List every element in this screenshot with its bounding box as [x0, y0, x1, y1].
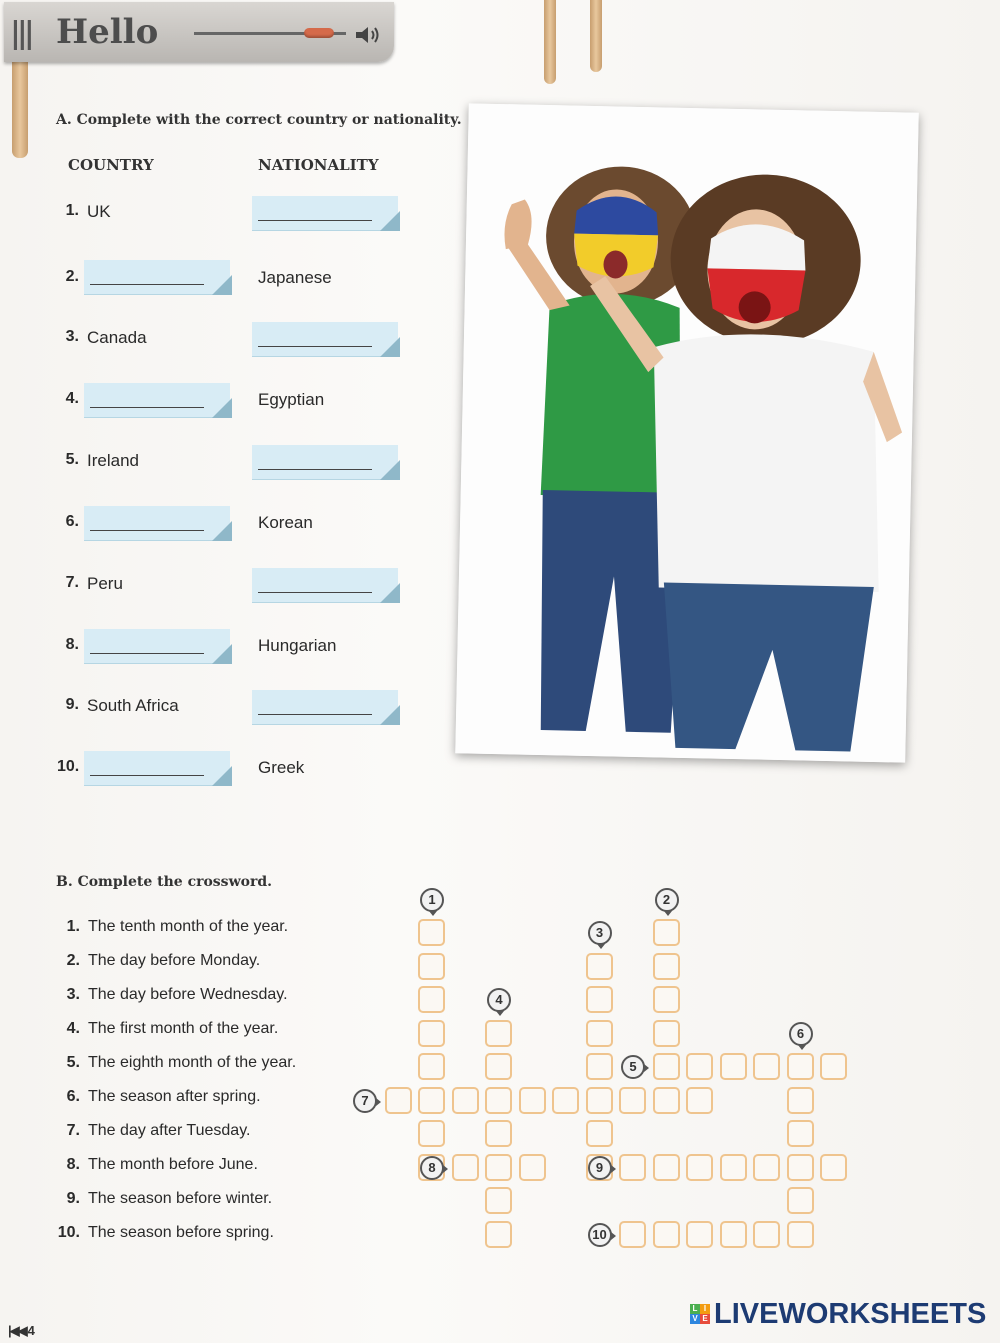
crossword-clue [0, 1020, 330, 1046]
row-number: 8. [65, 636, 79, 653]
exercise-row [0, 696, 440, 736]
section-b-instruction: B. Complete the crossword. [56, 874, 272, 890]
country-text: Ireland [87, 451, 139, 470]
country-text: Canada [87, 328, 147, 347]
crossword-cell[interactable] [720, 1053, 747, 1080]
crossword-cell[interactable] [653, 1154, 680, 1181]
crossword-cell[interactable] [418, 1053, 445, 1080]
clue-text: The tenth month of the year. [88, 918, 289, 935]
crossword-cell[interactable] [418, 919, 445, 946]
nationality-answer-field[interactable] [252, 690, 398, 725]
crossword-cell[interactable] [452, 1154, 479, 1181]
nationality-answer-field[interactable] [252, 445, 398, 480]
row-number: 2. [65, 268, 79, 285]
exercise-row [0, 758, 440, 798]
crossword-clue [0, 986, 330, 1012]
crossword-cell[interactable] [686, 1221, 713, 1248]
crossword-cell[interactable] [820, 1053, 847, 1080]
crossword-cell[interactable] [586, 953, 613, 980]
crossword-cell[interactable] [485, 1187, 512, 1214]
clue-text: The season before winter. [88, 1190, 273, 1207]
paint-drip-decoration [590, 0, 602, 72]
paint-drip-decoration [12, 60, 28, 158]
signal-bars-icon: ||| [10, 16, 31, 51]
page-title: Hello [56, 12, 159, 52]
exercise-row [0, 268, 440, 308]
crossword-clue [0, 1156, 330, 1182]
crossword-clue [0, 1190, 330, 1216]
clue-text: The day before Wednesday. [88, 986, 288, 1003]
crossword-cell[interactable] [619, 1087, 646, 1114]
crossword-cell[interactable] [686, 1154, 713, 1181]
clue-number: 5. [66, 1054, 80, 1071]
row-number: 10. [57, 758, 80, 775]
clue-number: 3. [66, 986, 80, 1003]
crossword-cell[interactable] [418, 986, 445, 1013]
crossword-cell[interactable] [485, 1154, 512, 1181]
country-column-header: COUNTRY [68, 156, 154, 174]
crossword-cell[interactable] [485, 1020, 512, 1047]
nationality-column-header: NATIONALITY [258, 156, 379, 174]
crossword-cell[interactable] [787, 1221, 814, 1248]
paint-drip-decoration [544, 0, 556, 84]
crossword-cell[interactable] [418, 1020, 445, 1047]
crossword-cell[interactable] [653, 1087, 680, 1114]
row-number: 5. [65, 451, 79, 468]
exercise-row [0, 202, 440, 242]
crossword-cell[interactable] [787, 1154, 814, 1181]
logo-text: LIVEWORKSHEETS [714, 1298, 987, 1330]
crossword-number-marker: 5 [621, 1055, 645, 1079]
clue-number: 4. [66, 1020, 80, 1037]
crossword-cell[interactable] [653, 919, 680, 946]
crossword-cell[interactable] [519, 1154, 546, 1181]
crossword-cell[interactable] [653, 986, 680, 1013]
clue-number: 10. [57, 1224, 80, 1241]
crossword-cell[interactable] [619, 1154, 646, 1181]
country-text: South Africa [87, 696, 179, 715]
crossword-cell[interactable] [753, 1154, 780, 1181]
page-number [8, 1323, 35, 1339]
crossword-cell[interactable] [485, 1053, 512, 1080]
crossword-cell[interactable] [753, 1053, 780, 1080]
section-a-instruction: A. Complete with the correct country or nationality. [56, 112, 462, 128]
speaker-icon[interactable] [354, 24, 382, 46]
exercise-row [0, 574, 440, 614]
crossword-clue [0, 1054, 330, 1080]
row-number: 1. [65, 202, 79, 219]
clue-text: The month before June. [88, 1156, 258, 1173]
crossword-number-marker: 9 [588, 1156, 612, 1180]
page-number-text: 4 [27, 1323, 35, 1338]
row-number: 9. [65, 696, 79, 713]
crossword-cell[interactable] [485, 1221, 512, 1248]
crossword-cell[interactable] [586, 1120, 613, 1147]
nationality-answer-field[interactable] [252, 196, 398, 231]
crossword-clue [0, 1224, 330, 1250]
clue-number: 1. [66, 918, 80, 935]
crossword-cell[interactable] [519, 1087, 546, 1114]
crossword-cell[interactable] [385, 1087, 412, 1114]
crossword-cell[interactable] [686, 1087, 713, 1114]
row-number: 7. [65, 574, 79, 591]
crossword-number-marker: 2 [655, 888, 679, 912]
fans-illustration [455, 103, 919, 762]
crossword-cell[interactable] [653, 1053, 680, 1080]
nationality-text: Korean [258, 513, 313, 532]
logo-tiles-icon [690, 1304, 710, 1324]
nationality-answer-field[interactable] [252, 568, 398, 603]
face-paint-fans-photo [455, 103, 919, 762]
crossword-number-marker: 4 [487, 988, 511, 1012]
exercise-row [0, 451, 440, 491]
audio-slider-knob[interactable] [304, 28, 334, 38]
row-number: 6. [65, 513, 79, 530]
crossword-clue [0, 918, 330, 944]
exercise-row [0, 328, 440, 368]
logo-tile: L [690, 1304, 700, 1314]
clue-number: 8. [66, 1156, 80, 1173]
clue-number: 2. [66, 952, 80, 969]
audio-header-bar [4, 2, 394, 62]
nationality-text: Japanese [258, 268, 332, 287]
crossword-cell[interactable] [753, 1221, 780, 1248]
crossword-clue [0, 1088, 330, 1114]
crossword-clue [0, 952, 330, 978]
crossword-cell[interactable] [720, 1154, 747, 1181]
clue-text: The season before spring. [88, 1224, 274, 1241]
crossword-cell[interactable] [686, 1053, 713, 1080]
country-answer-field[interactable] [84, 751, 230, 786]
nationality-text: Egyptian [258, 390, 325, 409]
crossword-cell[interactable] [586, 1020, 613, 1047]
crossword-cell[interactable] [720, 1221, 747, 1248]
clue-text: The day before Monday. [88, 952, 261, 969]
crossword-cell[interactable] [586, 1053, 613, 1080]
crossword-cell[interactable] [787, 1087, 814, 1114]
row-number: 3. [65, 328, 79, 345]
crossword-cell[interactable] [653, 953, 680, 980]
crossword-cell[interactable] [485, 1120, 512, 1147]
logo-tile: V [690, 1314, 700, 1324]
crossword-number-marker: 3 [588, 921, 612, 945]
crossword-cell[interactable] [787, 1187, 814, 1214]
clue-number: 9. [66, 1190, 80, 1207]
crossword-number-marker: 10 [588, 1223, 612, 1247]
nationality-text: Greek [258, 758, 305, 777]
crossword-cell[interactable] [418, 953, 445, 980]
logo-tile: I [700, 1304, 710, 1314]
crossword-cell[interactable] [552, 1087, 579, 1114]
clue-number: 7. [66, 1122, 80, 1139]
crossword-clue [0, 1122, 330, 1148]
crossword-cell[interactable] [485, 1087, 512, 1114]
crossword-number-marker: 8 [420, 1156, 444, 1180]
logo-tile: E [700, 1314, 710, 1324]
clue-text: The eighth month of the year. [88, 1054, 297, 1071]
country-text: UK [87, 202, 111, 221]
clue-text: The season after spring. [88, 1088, 261, 1105]
crossword-cell[interactable] [586, 986, 613, 1013]
clue-text: The day after Tuesday. [88, 1122, 251, 1139]
country-answer-field[interactable] [84, 260, 230, 295]
crossword-cell[interactable] [653, 1020, 680, 1047]
row-number: 4. [65, 390, 79, 407]
exercise-row [0, 636, 440, 676]
crossword-cell[interactable] [787, 1120, 814, 1147]
crossword-cell[interactable] [787, 1053, 814, 1080]
nationality-answer-field[interactable] [252, 322, 398, 357]
crossword-cell[interactable] [418, 1087, 445, 1114]
country-answer-field[interactable] [84, 383, 230, 418]
crossword-cell[interactable] [418, 1120, 445, 1147]
crossword-cell[interactable] [653, 1221, 680, 1248]
rewind-icon: |◀◀ [8, 1323, 26, 1338]
nationality-text: Hungarian [258, 636, 337, 655]
crossword-number-marker: 6 [789, 1022, 813, 1046]
crossword-number-marker: 7 [353, 1089, 377, 1113]
crossword-cell[interactable] [619, 1221, 646, 1248]
crossword-number-marker: 1 [420, 888, 444, 912]
country-text: Peru [87, 574, 123, 593]
crossword-cell[interactable] [586, 1087, 613, 1114]
country-answer-field[interactable] [84, 629, 230, 664]
crossword-cell[interactable] [452, 1087, 479, 1114]
clue-text: The first month of the year. [88, 1020, 279, 1037]
exercise-row [0, 513, 440, 553]
country-answer-field[interactable] [84, 506, 230, 541]
crossword-cell[interactable] [820, 1154, 847, 1181]
clue-number: 6. [66, 1088, 80, 1105]
exercise-row [0, 390, 440, 430]
